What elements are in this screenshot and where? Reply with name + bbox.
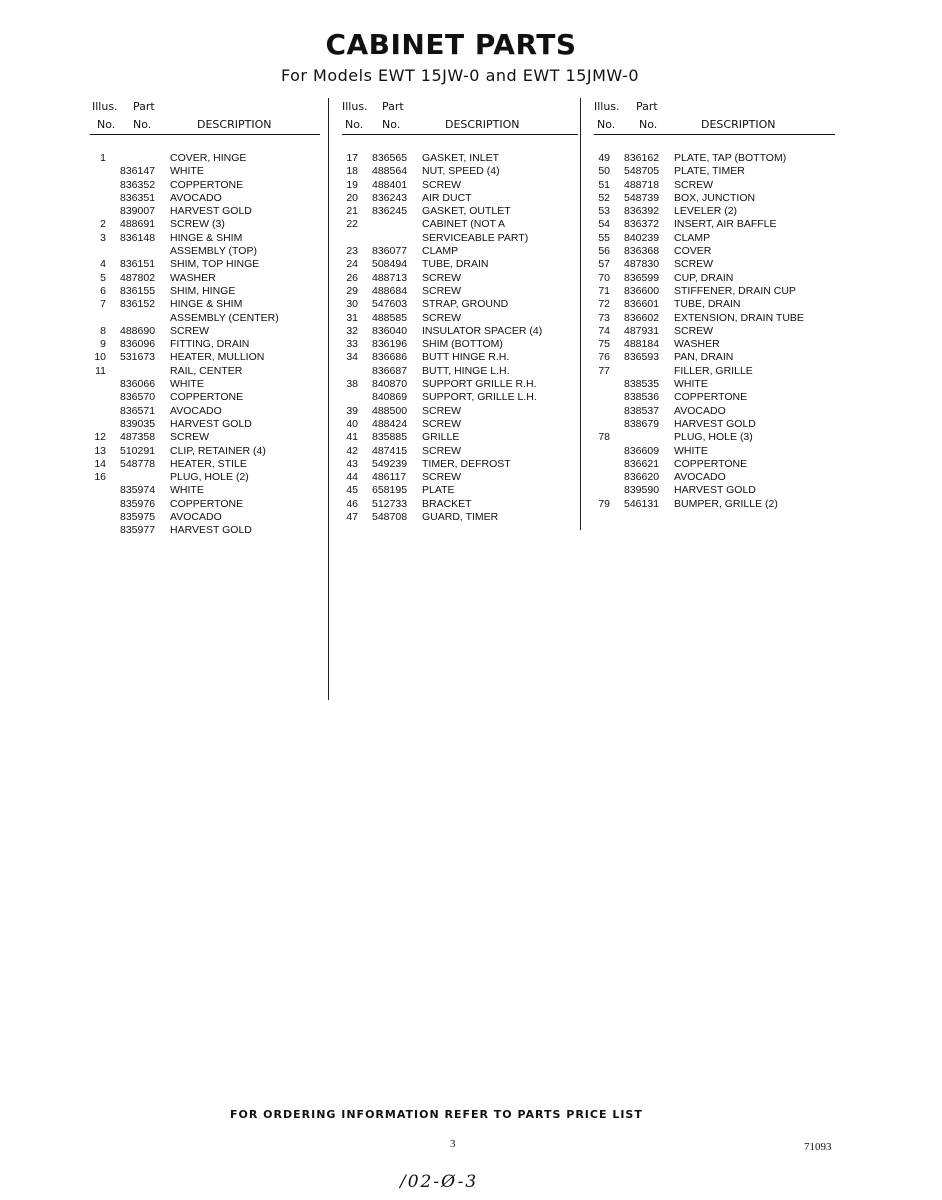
description-header: DESCRIPTION (701, 118, 776, 131)
illus-number: 70 (598, 271, 610, 284)
illus-number: 53 (598, 205, 610, 218)
part-no-header: No. (639, 118, 658, 131)
part-description: HINGE & SHIM (170, 231, 243, 244)
part-number: 488401 (372, 178, 408, 191)
illus-number: 14 (94, 457, 106, 470)
illus-number: 13 (94, 444, 106, 457)
part-description: FILLER, GRILLE (674, 364, 753, 377)
page-title: CABINET PARTS (325, 28, 577, 61)
part-number: 836565 (372, 152, 408, 164)
part-number: 836151 (120, 258, 156, 271)
part-description: HINGE & SHIM (170, 298, 243, 311)
part-number: 512733 (372, 497, 408, 510)
illus-number: 49 (598, 152, 610, 164)
part-description: COPPERTONE (674, 457, 748, 470)
illus-number: 4 (100, 258, 106, 271)
part-number: 836162 (624, 152, 660, 164)
part-description: CLIP, RETAINER (4) (170, 444, 266, 457)
illus-number: 7 (100, 298, 106, 311)
part-number: 487830 (624, 258, 660, 271)
part-description: GASKET, OUTLET (422, 205, 511, 218)
illus-number: 20 (346, 191, 358, 204)
part-description: HEATER, MULLION (170, 351, 265, 364)
part-description: TUBE, DRAIN (674, 298, 741, 311)
illus-number: 29 (346, 284, 358, 297)
part-number: 836148 (120, 231, 156, 244)
part-number: 836686 (372, 351, 408, 364)
illus-number: 2 (100, 218, 106, 231)
page-subtitle: For Models EWT 15JW-0 and EWT 15JMW-0 (280, 66, 640, 85)
illus-number: 40 (346, 417, 358, 430)
part-description: TUBE, DRAIN (422, 258, 489, 271)
part-number: 548705 (624, 165, 660, 178)
part-description: SERVICEABLE PART) (422, 231, 529, 244)
part-number: 839007 (120, 205, 156, 218)
column-divider (580, 98, 581, 530)
part-number: 531673 (120, 351, 156, 364)
part-number: 836571 (120, 404, 156, 417)
part-description: SCREW (422, 284, 462, 297)
part-number: 836096 (120, 338, 156, 351)
part-number: 840870 (372, 378, 408, 391)
part-description: AVOCADO (170, 191, 222, 204)
part-description: CABINET (NOT A (422, 218, 506, 231)
part-number: 836570 (120, 391, 156, 404)
part-description: WHITE (170, 378, 204, 391)
illus-number: 18 (346, 165, 358, 178)
description-header: DESCRIPTION (197, 118, 272, 131)
illus-number: 55 (598, 231, 610, 244)
part-number: 839590 (624, 484, 660, 497)
part-number: 836372 (624, 218, 660, 231)
part-description: SCREW (422, 178, 462, 191)
part-number: 510291 (120, 444, 156, 457)
illus-number: 6 (100, 284, 106, 297)
part-number: 549239 (372, 457, 408, 470)
part-number: 488585 (372, 311, 408, 324)
part-description: HARVEST GOLD (674, 484, 756, 497)
part-description: SCREW (674, 258, 714, 271)
part-number: 488690 (120, 324, 156, 337)
illus-number: 50 (598, 165, 610, 178)
part-number: 488691 (120, 218, 156, 231)
part-number: 488718 (624, 178, 660, 191)
part-number: 836077 (372, 245, 408, 258)
part-description: HARVEST GOLD (170, 417, 252, 430)
part-header: Part (133, 100, 155, 113)
part-description: BUTT, HINGE L.H. (422, 364, 510, 377)
illus-number: 26 (346, 271, 358, 284)
part-description: SCREW (422, 444, 462, 457)
part-description: HEATER, STILE (170, 457, 247, 470)
illus-number: 75 (598, 338, 610, 351)
part-description: BUMPER, GRILLE (2) (674, 497, 778, 510)
part-number: 836601 (624, 298, 660, 311)
part-description: HARVEST GOLD (674, 417, 756, 430)
part-number: 487358 (120, 431, 156, 444)
part-description: SHIM (BOTTOM) (422, 338, 503, 351)
part-number: 658195 (372, 484, 408, 497)
illus-number: 73 (598, 311, 610, 324)
part-description: SCREW (170, 431, 210, 444)
part-number: 548708 (372, 511, 408, 524)
part-description: TIMER, DEFROST (422, 457, 511, 470)
part-description: HARVEST GOLD (170, 524, 252, 537)
part-number: 838537 (624, 404, 660, 417)
part-description: BRACKET (422, 497, 472, 510)
part-description: FITTING, DRAIN (170, 338, 250, 351)
part-number: 836600 (624, 284, 660, 297)
illus-number: 72 (598, 298, 610, 311)
illus-number: 33 (346, 338, 358, 351)
part-number: 836609 (624, 444, 660, 457)
part-number: 836155 (120, 284, 156, 297)
part-description: SCREW (674, 178, 714, 191)
part-no-header: No. (382, 118, 401, 131)
part-number: 835974 (120, 484, 156, 497)
part-description: INSERT, AIR BAFFLE (674, 218, 777, 231)
part-description: PLATE (422, 484, 455, 497)
part-number: 838679 (624, 417, 660, 430)
part-number: 836040 (372, 324, 408, 337)
header-rule (342, 134, 578, 135)
part-description: SCREW (3) (170, 218, 225, 231)
part-number: 835976 (120, 497, 156, 510)
illus-number: 57 (598, 258, 610, 271)
illus-number: 42 (346, 444, 358, 457)
part-number: 836593 (624, 351, 660, 364)
part-description: WHITE (170, 165, 204, 178)
part-number: 838536 (624, 391, 660, 404)
part-number: 840239 (624, 231, 660, 244)
part-number: 839035 (120, 417, 156, 430)
part-description: RAIL, CENTER (170, 364, 243, 377)
part-description: SCREW (422, 404, 462, 417)
part-number: 548778 (120, 457, 156, 470)
illus-number: 8 (100, 324, 106, 337)
part-number: 486117 (372, 471, 407, 484)
part-description: COPPERTONE (170, 391, 244, 404)
part-number: 836152 (120, 298, 156, 311)
illus-header: Illus. (342, 100, 368, 113)
illus-number: 22 (346, 218, 358, 231)
part-number: 836351 (120, 191, 156, 204)
part-description: SCREW (422, 417, 462, 430)
part-description: SCREW (422, 311, 462, 324)
illus-number: 38 (346, 378, 358, 391)
illus-number: 45 (346, 484, 358, 497)
part-header: Part (382, 100, 404, 113)
illus-number: 21 (346, 205, 358, 218)
part-number: 487931 (624, 324, 660, 337)
illus-number: 19 (346, 178, 358, 191)
part-description: SUPPORT, GRILLE L.H. (422, 391, 537, 404)
part-number: 836352 (120, 178, 156, 191)
part-number: 836392 (624, 205, 660, 218)
part-number: 836243 (372, 191, 408, 204)
illus-number: 1 (100, 152, 106, 164)
part-description: GASKET, INLET (422, 152, 500, 164)
part-description: PLATE, TAP (BOTTOM) (674, 152, 787, 164)
illus-number: 24 (346, 258, 358, 271)
illus-number: 79 (598, 497, 610, 510)
part-number: 836245 (372, 205, 408, 218)
part-description: AVOCADO (170, 511, 222, 524)
page-number: 3 (450, 1138, 456, 1150)
part-description: COPPERTONE (674, 391, 748, 404)
column-divider (328, 98, 329, 700)
part-description: WASHER (170, 271, 216, 284)
part-number: 836066 (120, 378, 156, 391)
part-description: PAN, DRAIN (674, 351, 734, 364)
illus-number: 77 (598, 364, 610, 377)
part-number: 487415 (372, 444, 408, 457)
part-number: 836147 (120, 165, 156, 178)
part-number: 836620 (624, 471, 660, 484)
document-number: 71093 (804, 1141, 832, 1153)
illus-number: 54 (598, 218, 610, 231)
part-description: HARVEST GOLD (170, 205, 252, 218)
part-description: GUARD, TIMER (422, 511, 499, 524)
illus-no-header: No. (597, 118, 616, 131)
part-number: 488184 (624, 338, 660, 351)
illus-header: Illus. (92, 100, 118, 113)
illus-number: 78 (598, 431, 610, 444)
part-description: AVOCADO (170, 404, 222, 417)
part-header: Part (636, 100, 658, 113)
part-number: 836196 (372, 338, 408, 351)
part-description: SHIM, HINGE (170, 284, 236, 297)
part-number: 836621 (624, 457, 660, 470)
part-number: 838535 (624, 378, 660, 391)
part-description: COPPERTONE (170, 497, 244, 510)
ordering-note: FOR ORDERING INFORMATION REFER TO PARTS PRICE LIST (230, 1108, 643, 1121)
illus-number: 12 (94, 431, 106, 444)
part-description: PLATE, TIMER (674, 165, 745, 178)
illus-number: 31 (346, 311, 358, 324)
part-description: SCREW (422, 271, 462, 284)
illus-number: 3 (100, 231, 106, 244)
illus-number: 39 (346, 404, 358, 417)
illus-number: 16 (94, 471, 106, 484)
description-header: DESCRIPTION (445, 118, 520, 131)
illus-number: 76 (598, 351, 610, 364)
part-description: EXTENSION, DRAIN TUBE (674, 311, 804, 324)
part-number: 488713 (372, 271, 408, 284)
part-number: 546131 (624, 497, 660, 510)
part-description: BOX, JUNCTION (674, 191, 756, 204)
part-number: 488564 (372, 165, 408, 178)
illus-number: 23 (346, 245, 358, 258)
part-description: WHITE (170, 484, 204, 497)
illus-number: 51 (598, 178, 610, 191)
part-description: WASHER (674, 338, 720, 351)
part-number: 835977 (120, 524, 156, 537)
part-number: 836368 (624, 245, 660, 258)
part-description: BUTT HINGE R.H. (422, 351, 510, 364)
part-description: CLAMP (422, 245, 459, 258)
part-description: COVER, HINGE (170, 152, 247, 164)
part-number: 836687 (372, 364, 408, 377)
part-number: 840869 (372, 391, 408, 404)
part-number: 547603 (372, 298, 408, 311)
part-number: 836599 (624, 271, 660, 284)
part-number: 508494 (372, 258, 408, 271)
illus-number: 71 (598, 284, 610, 297)
part-description: GRILLE (422, 431, 460, 444)
illus-number: 34 (346, 351, 358, 364)
part-description: ASSEMBLY (TOP) (170, 245, 257, 258)
part-number: 488684 (372, 284, 408, 297)
part-description: INSULATOR SPACER (4) (422, 324, 543, 337)
illus-number: 46 (346, 497, 358, 510)
illus-no-header: No. (345, 118, 364, 131)
part-description: SHIM, TOP HINGE (170, 258, 260, 271)
part-description: WHITE (674, 444, 708, 457)
part-description: PLUG, HOLE (3) (674, 431, 753, 444)
part-description: SCREW (674, 324, 714, 337)
part-no-header: No. (133, 118, 152, 131)
handwritten-note: /02-Ø-3 (400, 1172, 479, 1192)
part-description: STRAP, GROUND (422, 298, 509, 311)
part-number: 548739 (624, 191, 660, 204)
illus-header: Illus. (594, 100, 620, 113)
illus-number: 43 (346, 457, 358, 470)
part-description: AIR DUCT (422, 191, 472, 204)
illus-number: 30 (346, 298, 358, 311)
part-number: 835885 (372, 431, 408, 444)
illus-number: 44 (346, 471, 358, 484)
illus-number: 5 (100, 271, 106, 284)
part-number: 836602 (624, 311, 660, 324)
illus-number: 56 (598, 245, 610, 258)
part-description: CUP, DRAIN (674, 271, 734, 284)
part-description: AVOCADO (674, 404, 726, 417)
part-number: 487802 (120, 271, 156, 284)
illus-number: 41 (346, 431, 358, 444)
illus-number: 74 (598, 324, 610, 337)
part-number: 488424 (372, 417, 408, 430)
illus-number: 9 (100, 338, 106, 351)
part-description: CLAMP (674, 231, 711, 244)
illus-number: 11 (95, 364, 106, 377)
part-description: NUT, SPEED (4) (422, 165, 500, 178)
part-description: COVER (674, 245, 712, 258)
part-description: SCREW (422, 471, 462, 484)
part-description: SCREW (170, 324, 210, 337)
part-description: AVOCADO (674, 471, 726, 484)
illus-number: 47 (346, 511, 358, 524)
illus-number: 17 (346, 152, 358, 164)
header-rule (90, 134, 320, 135)
illus-number: 10 (94, 351, 106, 364)
part-description: PLUG, HOLE (2) (170, 471, 249, 484)
part-description: WHITE (674, 378, 708, 391)
illus-no-header: No. (97, 118, 116, 131)
header-rule (594, 134, 835, 135)
part-description: COPPERTONE (170, 178, 244, 191)
illus-number: 52 (598, 191, 610, 204)
part-description: SUPPORT GRILLE R.H. (422, 378, 537, 391)
part-description: ASSEMBLY (CENTER) (170, 311, 279, 324)
part-number: 835975 (120, 511, 156, 524)
part-description: STIFFENER, DRAIN CUP (674, 284, 796, 297)
part-number: 488500 (372, 404, 408, 417)
part-description: LEVELER (2) (674, 205, 738, 218)
illus-number: 32 (346, 324, 358, 337)
